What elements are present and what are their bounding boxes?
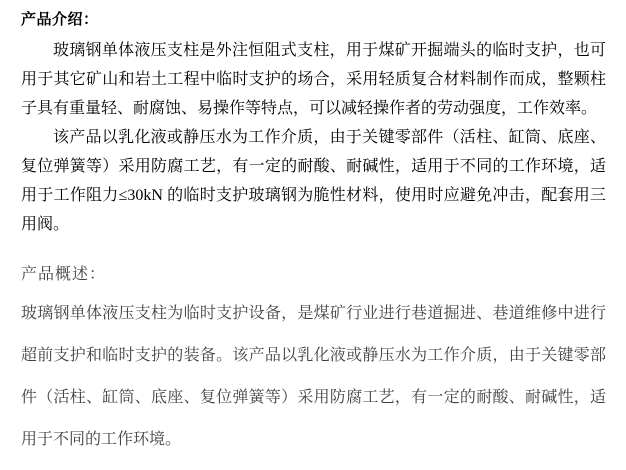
product-intro-heading: 产品介绍：: [21, 12, 99, 28]
product-intro-paragraph-2: 该产品以乳化液或静压水为工作介质，由于关键零部件（活柱、缸筒、底座、复位弹簧等）采用防腐工艺，有一定的耐酸、耐碱性，适用于不同的工作环境，适用于工作阻力≤30kN 的临时支护玻璃钢为脆性材料，使用时应避免冲击，配套用三用阀。: [21, 129, 606, 233]
product-intro-paragraph-1: 玻璃钢单体液压支柱是外注恒阻式支柱，用于煤矿开掘端头的临时支护，也可用于其它矿山和岩土工程中临时支护的场合，采用轻质复合材料制作而成，整颗柱子具有重量轻、耐腐蚀、易操作等特点，可以减轻操作者的劳动强度，工作效率。: [21, 42, 606, 117]
product-overview-paragraph: 玻璃钢单体液压支柱为临时支护设备，是煤矿行业进行巷道掘进、巷道维修中进行超前支护和临时支护的装备。该产品以乳化液或静压水为工作介质，由于关键零部件（活柱、缸筒、底座、复位弹簧等）采用防腐工艺，有一定的耐酸、耐碱性，适用于不同的工作环境。: [21, 305, 606, 448]
product-overview-heading: 产品概述：: [21, 266, 107, 283]
